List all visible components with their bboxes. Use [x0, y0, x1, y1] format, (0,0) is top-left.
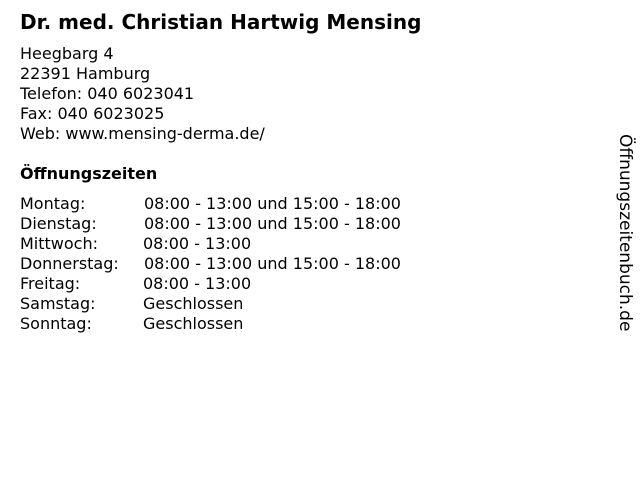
- hours-time-value: 08:00 - 13:00 und 15:00 - 18:00: [144, 254, 401, 273]
- hours-time-value: Geschlossen: [143, 294, 244, 313]
- hours-time-value: 08:00 - 13:00: [143, 274, 252, 293]
- hours-day-label: Donnerstag:: [20, 254, 119, 273]
- address-city: 22391 Hamburg: [20, 64, 151, 83]
- address-phone: Telefon: 040 6023041: [20, 84, 195, 103]
- site-brand-vertical: Öffnungszeitenbuch.de: [615, 134, 635, 332]
- address-fax: Fax: 040 6023025: [20, 104, 165, 123]
- hours-day-label: Sonntag:: [20, 314, 92, 333]
- hours-day-label: Montag:: [20, 194, 86, 213]
- hours-day-label: Dienstag:: [20, 214, 97, 233]
- hours-heading: Öffnungszeiten: [20, 164, 158, 183]
- practice-title: Dr. med. Christian Hartwig Mensing: [20, 10, 422, 34]
- hours-time-value: 08:00 - 13:00: [143, 234, 252, 253]
- hours-time-value: Geschlossen: [143, 314, 244, 333]
- hours-day-label: Mittwoch:: [20, 234, 98, 253]
- hours-day-label: Samstag:: [20, 294, 96, 313]
- hours-time-value: 08:00 - 13:00 und 15:00 - 18:00: [144, 194, 401, 213]
- hours-day-label: Freitag:: [20, 274, 81, 293]
- address-block: [20, 44, 265, 144]
- address-street: Heegbarg 4: [20, 44, 114, 63]
- address-web: Web: www.mensing-derma.de/: [20, 124, 265, 143]
- hours-time-value: 08:00 - 13:00 und 15:00 - 18:00: [144, 214, 401, 233]
